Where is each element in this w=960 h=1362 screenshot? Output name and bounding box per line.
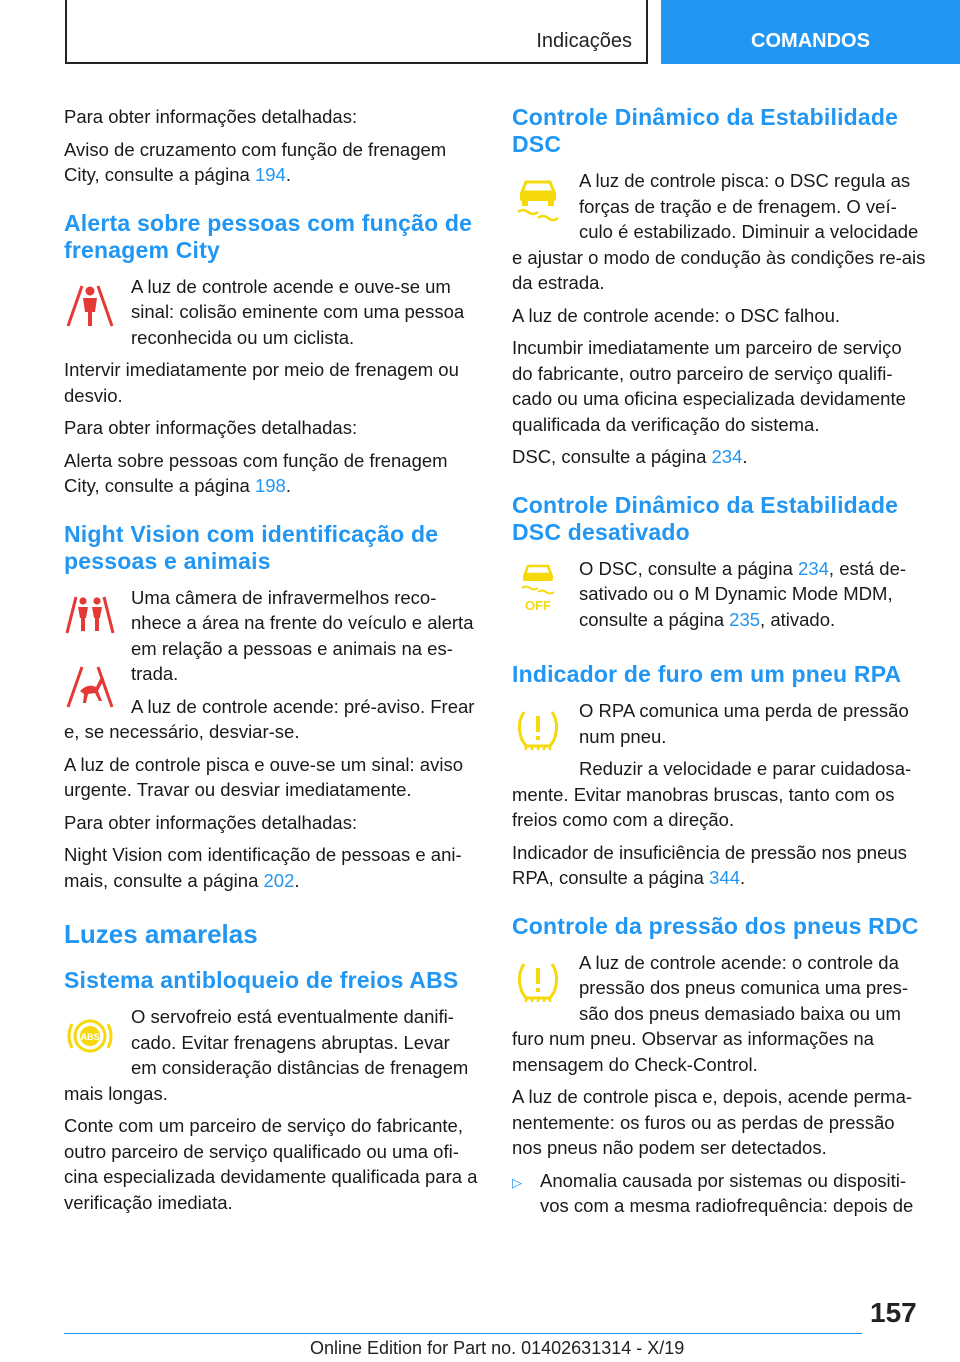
left-column [64,104,479,1222]
paragraph [512,556,926,633]
paragraph: Intervir imediatamente por meio de frenagem ou desvio. [64,359,459,406]
list-item [512,1168,926,1219]
footer-edition: Online Edition for Part no. 01402631314 - X/19 [310,1338,685,1358]
deer-warning-red-icon [64,661,116,713]
paragraph: O RPA comunica uma perda de pressão num pneu. [579,700,909,747]
paragraph: A luz de controle pisca e ouve-se um sinal: aviso urgente. Travar ou desviar imediatamente. [64,753,463,800]
bullet-triangle-icon: ▷ [512,1174,522,1190]
page-link-194[interactable]: 194 [254,164,286,185]
paragraph-end: . [285,164,291,185]
header-section-tab [65,0,648,64]
city-warning-block [64,274,479,358]
paragraph-end: . [740,867,746,888]
heading-rpa: Indicador de furo em um pneu RPA [512,661,902,687]
tire-pressure-rdc-yellow-icon [512,956,564,1008]
svg-text:OFF: OFF [525,597,551,613]
two-pedestrians-warning-red-icon [64,589,116,641]
header-section-label: Indicações [536,30,632,52]
paragraph-end: . [742,446,748,467]
night-vision-icons [64,589,116,713]
paragraph [64,137,479,188]
abs-yellow-icon [64,1010,116,1062]
tire-pressure-yellow-icon [512,704,564,756]
paragraph-text: Night Vision com identificação de pessoas e ani-mais, consulte a página [64,844,462,891]
paragraph-end: . [285,475,291,496]
heading-abs: Sistema antibloqueio de freios ABS [64,967,459,993]
header-chapter-tab [661,0,960,64]
paragraph-text: O DSC, consulte a página [579,557,799,579]
footer-divider [64,1333,862,1334]
heading-night-vision: Night Vision com identificação de pessoas e animais [64,520,439,574]
right-column [512,104,926,1219]
night-vision-block [64,585,479,752]
dsc-off-yellow-icon [512,562,564,614]
heading-dsc-off: Controle Dinâmico da Estabilidade DSC desativado [512,491,899,545]
page-number: 157 [870,1297,917,1328]
heading-city-pedestrian-warning: Alerta sobre pessoas com função de frenagem City [64,209,473,263]
paragraph [512,444,926,470]
heading-rdc: Controle da pressão dos pneus RDC [512,912,919,939]
paragraph: A luz de controle acende: pré-aviso. Frear e, se necessário, desviar-se. [64,695,475,742]
heading-yellow-lights: Luzes amarelas [64,919,258,949]
paragraph-text: , está de-sativado ou o M Dynamic Mode MDM, consulte a página [579,557,907,630]
paragraph [64,448,479,499]
paragraph: A luz de controle acende: o DSC falhou. [512,304,841,326]
page-link-344[interactable]: 344 [709,867,740,888]
dsc-off-block [512,556,926,640]
page-link-198[interactable]: 198 [254,475,286,496]
paragraph: Para obter informações detalhadas: [64,106,358,127]
abs-block [64,1004,479,1113]
page-link-202[interactable]: 202 [263,869,295,891]
paragraph: Conte com um parceiro de serviço do fabricante, outro parceiro de serviço qualificado ou uma ofi-cina especializada devidamente qualificada para a verificação imediata. [64,1115,478,1213]
paragraph: Uma câmera de infravermelhos reco-nhece a área na frente do veículo e alerta em relação a pessoas e animais na es-trada. [131,586,474,684]
pedestrian-warning-red-icon [64,280,116,332]
paragraph [64,842,479,893]
paragraph-end: . [294,869,300,891]
paragraph: A luz de controle pisca e, depois, acende perma-nentemente: os furos ou as perdas de pressão nos pneus não podem ser detectados. [512,1086,913,1158]
paragraph-end: , ativado. [760,608,836,630]
paragraph: A luz de controle acende e ouve-se um sinal: colisão eminente com uma pessoa reconhecida ou um ciclista. [131,275,465,348]
rdc-block [512,950,926,1085]
list-item-text: Anomalia causada por sistemas ou dispositi-vos com a mesma radiofrequência: depois de [540,1169,914,1216]
dsc-yellow-icon [512,174,564,226]
paragraph: Para obter informações detalhadas: [64,417,358,438]
paragraph: O servofreio está eventualmente danifi-cado. Evitar frenagens abruptas. Levar em consideração distâncias de frenagem mais longas. [64,1006,469,1104]
rpa-block [512,698,926,840]
paragraph-text: Aviso de cruzamento com função de frenagem City, consulte a página [64,138,447,185]
page-link-234[interactable]: 234 [798,557,829,579]
paragraph: Incumbir imediatamente um parceiro de serviço do fabricante, outro parceiro de serviço qualifi-cado ou uma oficina especializada devidamente qualificada da verificação do sistema. [512,337,906,435]
header-chapter-label: COMANDOS [751,30,870,52]
page-link-235[interactable]: 235 [729,608,761,630]
heading-dsc: Controle Dinâmico da Estabilidade DSC [512,104,899,157]
paragraph-text: Indicador de insuficiência de pressão nos pneus RPA, consulte a página [512,841,907,888]
paragraph-text: Alerta sobre pessoas com função de frenagem City, consulte a página [64,449,448,496]
paragraph: Reduzir a velocidade e parar cuidadosa-mente. Evitar manobras bruscas, tanto com os freios como com a direção. [512,758,912,830]
page-link-234[interactable]: 234 [711,446,743,467]
paragraph: A luz de controle pisca: o DSC regula as forças de tração e de frenagem. O veí-culo é estabilizado. Diminuir a velocidade e ajustar o modo de condução às condições re-ais da estrada. [512,170,926,293]
paragraph: A luz de controle acende: o controle da pressão dos pneus comunica uma pres-são dos pneus demasiado baixa ou um furo num pneu. Observar as informações na mensagem do Check-Control. [512,951,909,1075]
paragraph-text: DSC, consulte a página [512,446,712,467]
paragraph: Para obter informações detalhadas: [64,811,358,833]
dsc-block [512,168,926,303]
paragraph [512,840,926,891]
svg-text:ABS: ABS [80,1032,100,1042]
